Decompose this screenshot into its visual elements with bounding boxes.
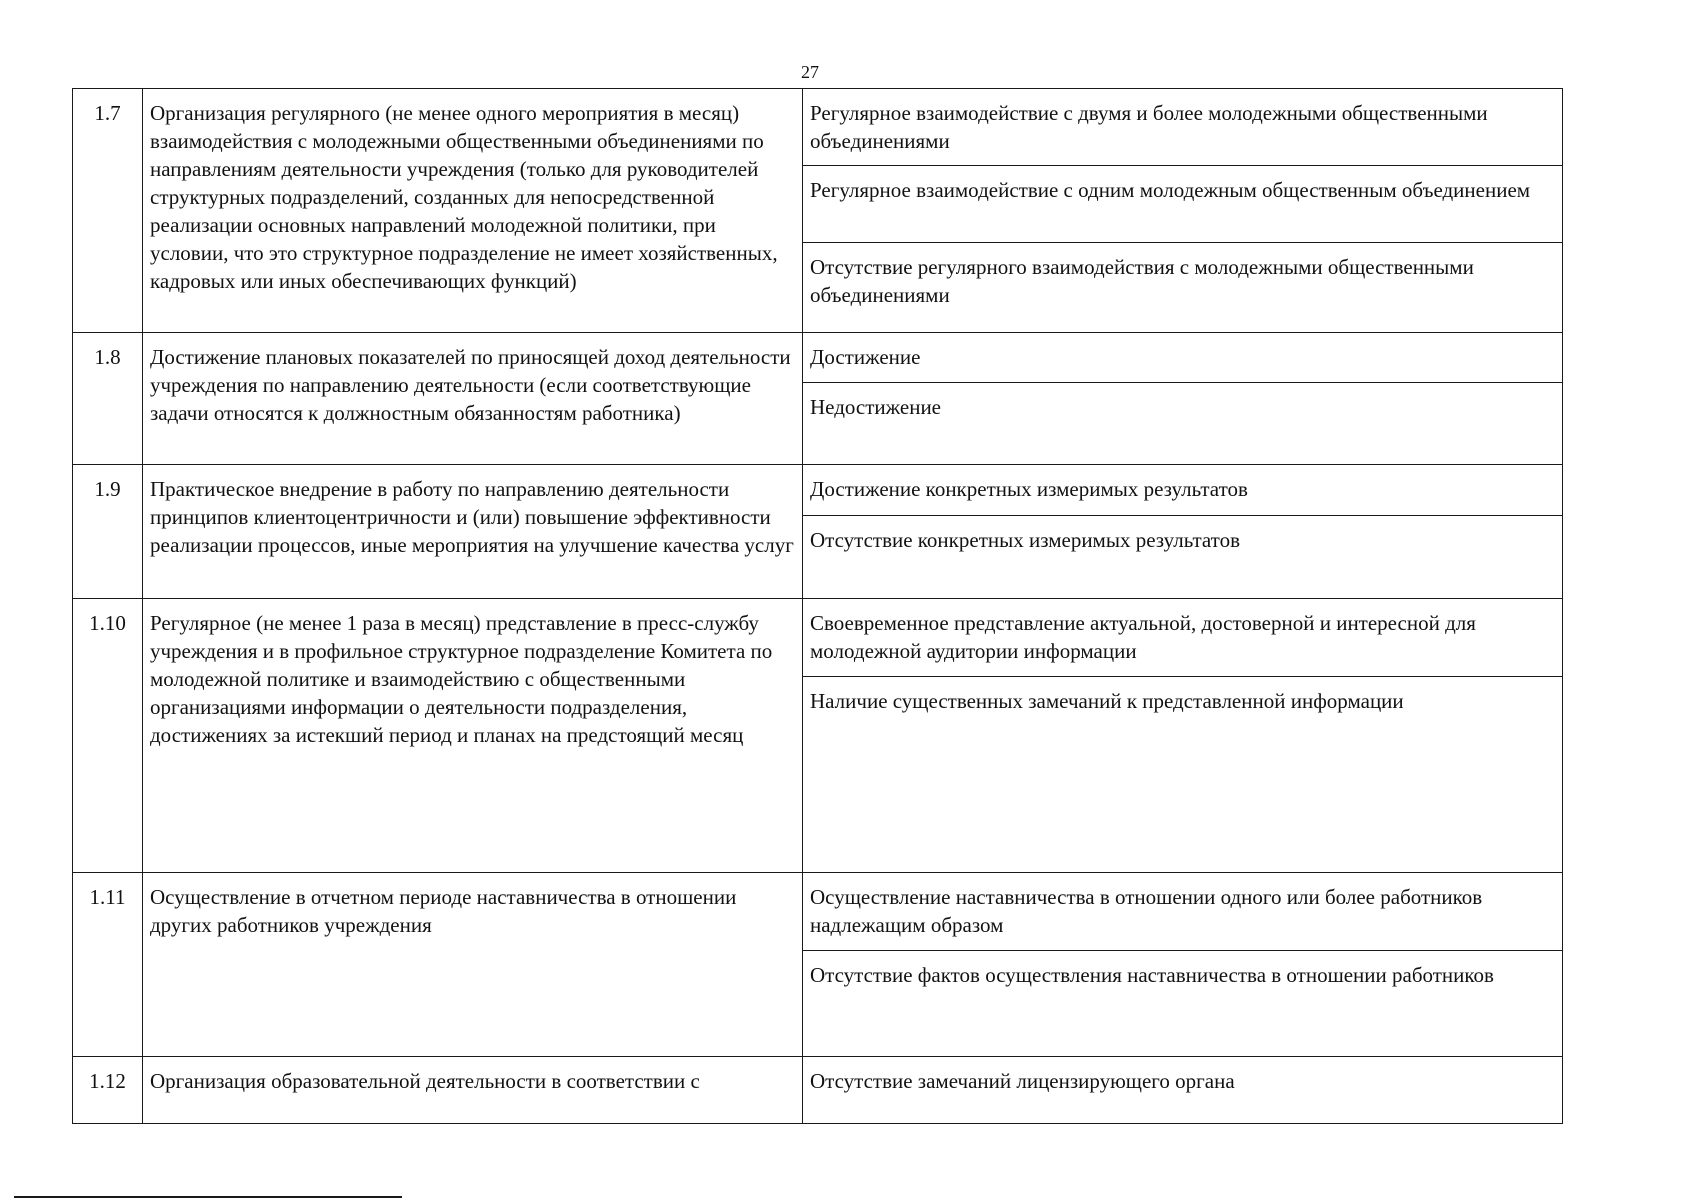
row-number: 1.7 xyxy=(73,89,143,333)
row-outcomes xyxy=(803,873,1563,1057)
outcome-item: Регулярное взаимодействие с двумя и более молодежными общественными объединениями xyxy=(803,89,1562,166)
outcome-item: Отсутствие конкретных измеримых результатов xyxy=(810,528,1240,552)
table-row xyxy=(73,465,1563,599)
row-number: 1.10 xyxy=(73,599,143,873)
outcome-item: Достижение конкретных измеримых результатов xyxy=(803,465,1562,516)
outcome-item: Своевременное представление актуальной, достоверной и интересной для молодежной аудитории информации xyxy=(803,599,1562,677)
row-description: Осуществление в отчетном периоде наставничества в отношении других работников учреждения xyxy=(143,873,803,1057)
row-number: 1.11 xyxy=(73,873,143,1057)
row-description: Достижение плановых показателей по приносящей доход деятельности учреждения по направлению деятельности (если соответствующие задачи относятся к должностным обязанностям работника) xyxy=(143,333,803,465)
outcome-item: Регулярное взаимодействие с одним молодежным общественным объединением xyxy=(803,166,1562,243)
row-number: 1.9 xyxy=(73,465,143,599)
criteria-table xyxy=(72,88,1563,1124)
table-row xyxy=(73,1057,1563,1124)
row-description: Организация образовательной деятельности в соответствии с xyxy=(143,1057,803,1124)
outcome-item: Осуществление наставничества в отношении одного или более работников надлежащим образом xyxy=(803,873,1562,951)
row-description: Регулярное (не менее 1 раза в месяц) представление в пресс-службу учреждения и в профильное структурное подразделение Комитета по молодежной политике и взаимодействию с общественными организациями информации о деятельности подразделения, достижениях за истекший период и планах на предстоящий месяц xyxy=(143,599,803,873)
outcome-item: Отсутствие регулярного взаимодействия с молодежными общественными объединениями xyxy=(810,255,1474,307)
outcome-item: Отсутствие замечаний лицензирующего органа xyxy=(810,1069,1235,1093)
outcome-item: Недостижение xyxy=(810,395,942,419)
table-row xyxy=(73,873,1563,1057)
row-outcomes xyxy=(803,465,1563,599)
row-description: Практическое внедрение в работу по направлению деятельности принципов клиентоцентричности и (или) повышение эффективности реализации процессов, иные мероприятия на улучшение качества услуг xyxy=(143,465,803,599)
outcome-item: Наличие существенных замечаний к представленной информации xyxy=(810,689,1404,713)
row-number: 1.12 xyxy=(73,1057,143,1124)
table-row xyxy=(73,333,1563,465)
row-description: Организация регулярного (не менее одного мероприятия в месяц) взаимодействия с молодежными общественными объединениями по направлениям деятельности учреждения (только для руководителей структурных подразделений, созданных для непосредственной реализации основных направлений молодежной политики, при условии, что это структурное подразделение не имеет хозяйственных, кадровых или иных обеспечивающих функций) xyxy=(143,89,803,333)
table-row xyxy=(73,89,1563,333)
table-row xyxy=(73,599,1563,873)
outcome-item: Отсутствие фактов осуществления наставничества в отношении работников xyxy=(810,963,1494,987)
page-number: 27 xyxy=(801,62,819,82)
row-outcomes xyxy=(803,1057,1563,1124)
row-outcomes xyxy=(803,333,1563,465)
row-outcomes xyxy=(803,89,1563,333)
row-outcomes xyxy=(803,599,1563,873)
outcome-item: Достижение xyxy=(803,333,1562,383)
row-number: 1.8 xyxy=(73,333,143,465)
footnote-separator xyxy=(14,1196,402,1198)
